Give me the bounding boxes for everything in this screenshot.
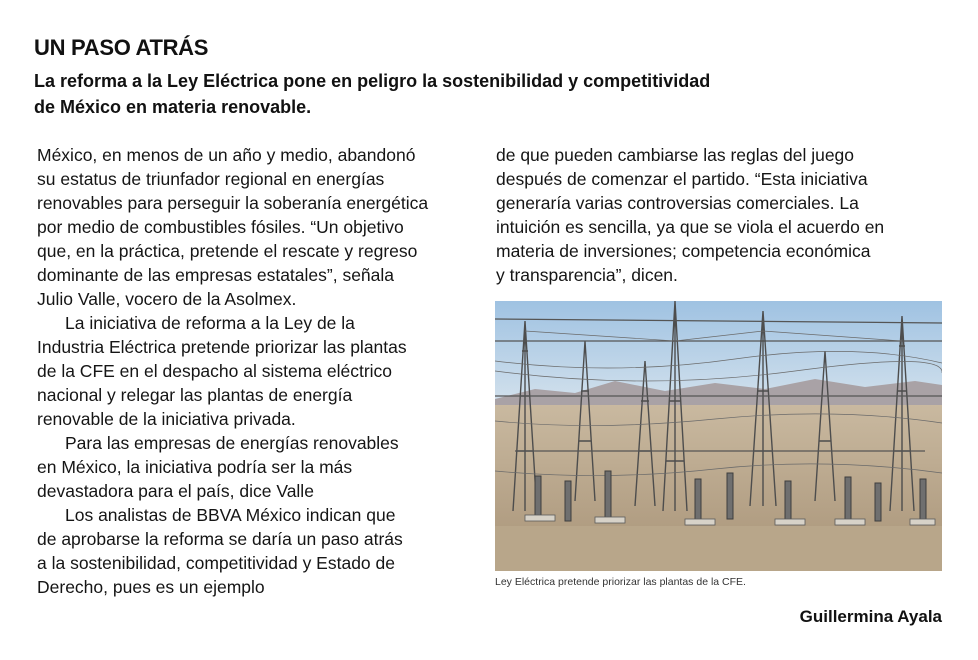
text-line: La iniciativa de reforma a la Ley de la — [65, 313, 355, 333]
text-line: devastadora para el país, dice Valle — [37, 481, 314, 501]
text-line: de aprobarse la reforma se daría un paso atrás — [37, 529, 403, 549]
subheadline — [34, 68, 834, 120]
text-line: Los analistas de BBVA México indican que — [65, 505, 396, 525]
paragraph — [37, 311, 487, 431]
headline: UN PASO ATRÁS — [34, 35, 209, 60]
text-line: de que pueden cambiarse las reglas del juego — [496, 145, 855, 165]
paragraph — [37, 503, 487, 599]
text-line: renovables para perseguir la soberanía energética — [37, 193, 429, 213]
text-line: materia de inversiones; competencia económica — [496, 241, 871, 261]
text-line: a la sostenibilidad, competitividad y Estado de — [37, 553, 395, 573]
text-line: Derecho, pues es un ejemplo — [37, 577, 265, 597]
article-column-right — [496, 143, 942, 287]
text-line: después de comenzar el partido. “Esta iniciativa — [496, 169, 868, 189]
text-line: en México, la iniciativa podría ser la más — [37, 457, 353, 477]
text-line: Para las empresas de energías renovables — [65, 433, 399, 453]
text-line: intuición es sencilla, ya que se viola el acuerdo en — [496, 217, 885, 237]
text-line: nacional y relegar las plantas de energía — [37, 385, 353, 405]
text-line: generaría varias controversias comerciales. La — [496, 193, 859, 213]
text-line: Industria Eléctrica pretende priorizar las plantas — [37, 337, 407, 357]
paragraph — [37, 143, 487, 311]
paragraph — [496, 143, 942, 287]
text-line: que, en la práctica, pretende el rescate y regreso — [37, 241, 418, 261]
substation-photo — [495, 301, 942, 571]
subheadline-line: La reforma a la Ley Eléctrica pone en peligro la sostenibilidad y competitividad — [34, 71, 711, 91]
substation-illustration — [495, 301, 942, 571]
text-line: por medio de combustibles fósiles. “Un objetivo — [37, 217, 404, 237]
article-column-left — [37, 143, 487, 599]
text-line: de la CFE en el despacho al sistema eléctrico — [37, 361, 393, 381]
text-line: renovable de la iniciativa privada. — [37, 409, 296, 429]
photo-caption: Ley Eléctrica pretende priorizar las plantas de la CFE. — [495, 576, 746, 588]
text-line: dominante de las empresas estatales”, señala — [37, 265, 395, 285]
gravel-foreground — [495, 526, 942, 571]
text-line: y transparencia”, dicen. — [496, 265, 678, 285]
text-line: su estatus de triunfador regional en energías — [37, 169, 385, 189]
subheadline-line: de México en materia renovable. — [34, 97, 312, 117]
author-byline: Guillermina Ayala — [799, 607, 942, 626]
text-line: Julio Valle, vocero de la Asolmex. — [37, 289, 297, 309]
paragraph — [37, 431, 487, 503]
text-line: México, en menos de un año y medio, abandonó — [37, 145, 416, 165]
